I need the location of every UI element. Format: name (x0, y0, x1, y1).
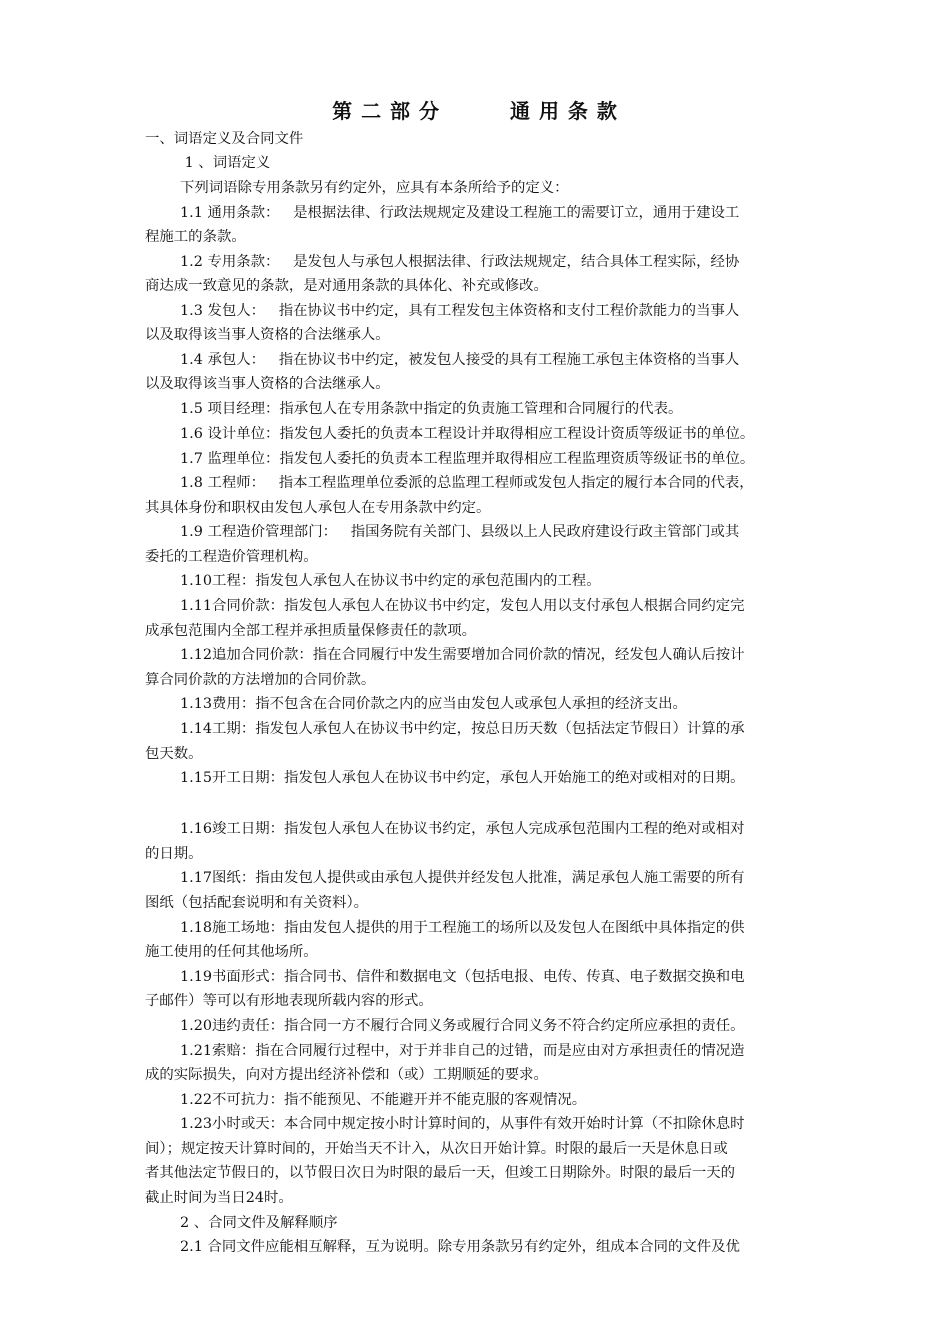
text-line: 包天数。 (145, 746, 203, 762)
text-line: 的日期。 (145, 846, 203, 862)
text-line: 1.22不可抗力：指不能预见、不能避开并不能克服的客观情况。 (180, 1092, 587, 1108)
text-line: 1.10工程：指发包人承包人在协议书中约定的承包范围内的工程。 (180, 573, 601, 589)
text-line: 1.2 专用条款： 是发包人与承包人根据法律、行政法规规定，结合具体工程实际，经协 (180, 254, 740, 270)
text-line: 2 、合同文件及解释顺序 (180, 1215, 338, 1231)
text-line: 1 、词语定义 (180, 155, 271, 171)
text-line: 1.18施工场地：指由发包人提供的用于工程施工的场所以及发包人在图纸中具体指定的供 (180, 920, 745, 936)
title-heading: 通 用 条 款 (510, 99, 618, 123)
text-line: 1.21索赔：指在合同履行过程中，对于并非自己的过错，而是应由对方承担责任的情况造 (180, 1043, 745, 1059)
text-line: 一、词语定义及合同文件 (145, 131, 304, 147)
text-line: 1.15开工日期：指发包人承包人在协议书中约定，承包人开始施工的绝对或相对的日期。 (180, 770, 745, 786)
text-line: 以及取得该当事人资格的合法继承人。 (145, 327, 390, 343)
text-line: 2.1 合同文件应能相互解释，互为说明。除专用条款另有约定外，组成本合同的文件及优 (180, 1239, 740, 1255)
text-line: 成的实际损失，向对方提出经济补偿和（或）工期顺延的要求。 (145, 1067, 548, 1083)
text-line: 1.20违约责任：指合同一方不履行合同义务或履行合同义务不符合约定所应承担的责任。 (180, 1018, 745, 1034)
text-line: 1.13费用：指不包含在合同价款之内的应当由发包人或承包人承担的经济支出。 (180, 696, 687, 712)
text-line: 1.11合同价款：指发包人承包人在协议书中约定，发包人用以支付承包人根据合同约定完 (180, 598, 745, 614)
text-line: 以及取得该当事人资格的合法继承人。 (145, 376, 390, 392)
text-line: 间）；规定按天计算时间的，开始当天不计入，从次日开始计算。时限的最后一天是休息日或 (145, 1141, 728, 1157)
text-line: 1.23小时或天：本合同中规定按小时计算时间的，从事件有效开始时计算（不扣除休息时 (180, 1116, 745, 1132)
text-line: 1.16竣工日期：指发包人承包人在协议书约定，承包人完成承包范围内工程的绝对或相对 (180, 821, 745, 837)
text-line: 委托的工程造价管理机构。 (145, 549, 318, 565)
text-line: 图纸（包括配套说明和有关资料）。 (145, 895, 369, 911)
text-line: 算合同价款的方法增加的合同价款。 (145, 672, 376, 688)
title-part: 第 二 部 分 (332, 99, 440, 123)
text-line: 1.19书面形式：指合同书、信件和数据电文（包括电报、电传、传真、电子数据交换和电 (180, 969, 745, 985)
text-line: 下列词语除专用条款另有约定外，应具有本条所给予的定义： (180, 180, 569, 196)
text-line: 1.7 监理单位：指发包人委托的负责本工程监理并取得相应工程监理资质等级证书的单位。 (180, 451, 755, 467)
page-title (0, 97, 950, 125)
text-line: 子邮件）等可以有形地表现所载内容的形式。 (145, 993, 433, 1009)
text-line: 1.12追加合同价款：指在合同履行中发生需要增加合同价款的情况，经发包人确认后按计 (180, 647, 745, 663)
text-line: 1.8 工程师： 指本工程监理单位委派的总监理工程师或发包人指定的履行本合同的代表， (180, 475, 754, 491)
text-line: 者其他法定节假日的，以节假日次日为时限的最后一天，但竣工日期除外。时限的最后一天的 (145, 1165, 736, 1181)
text-line: 1.14工期：指发包人承包人在协议书中约定，按总日历天数（包括法定节假日）计算的承 (180, 721, 745, 737)
text-line: 商达成一致意见的条款，是对通用条款的具体化、补充或修改。 (145, 278, 548, 294)
text-line: 施工使用的任何其他场所。 (145, 944, 318, 960)
text-line: 1.5 项目经理：指承包人在专用条款中指定的负责施工管理和合同履行的代表。 (180, 401, 683, 417)
text-line: 1.3 发包人： 指在协议书中约定，具有工程发包主体资格和支付工程价款能力的当事人 (180, 303, 740, 319)
text-line: 1.4 承包人： 指在协议书中约定，被发包人接受的具有工程施工承包主体资格的当事人 (180, 352, 740, 368)
text-line: 1.9 工程造价管理部门： 指国务院有关部门、县级以上人民政府建设行政主管部门或其 (180, 524, 740, 540)
text-line: 1.1 通用条款： 是根据法律、行政法规规定及建设工程施工的需要订立，通用于建设工 (180, 205, 740, 221)
text-line: 1.17图纸：指由发包人提供或由承包人提供并经发包人批准，满足承包人施工需要的所有 (180, 870, 745, 886)
text-line: 截止时间为当日24时。 (145, 1190, 293, 1206)
text-line: 程施工的条款。 (145, 229, 246, 245)
text-line: 1.6 设计单位：指发包人委托的负责本工程设计并取得相应工程设计资质等级证书的单位。 (180, 426, 755, 442)
text-line: 成承包范围内全部工程并承担质量保修责任的款项。 (145, 623, 476, 639)
text-line: 其具体身份和职权由发包人承包人在专用条款中约定。 (145, 500, 491, 516)
